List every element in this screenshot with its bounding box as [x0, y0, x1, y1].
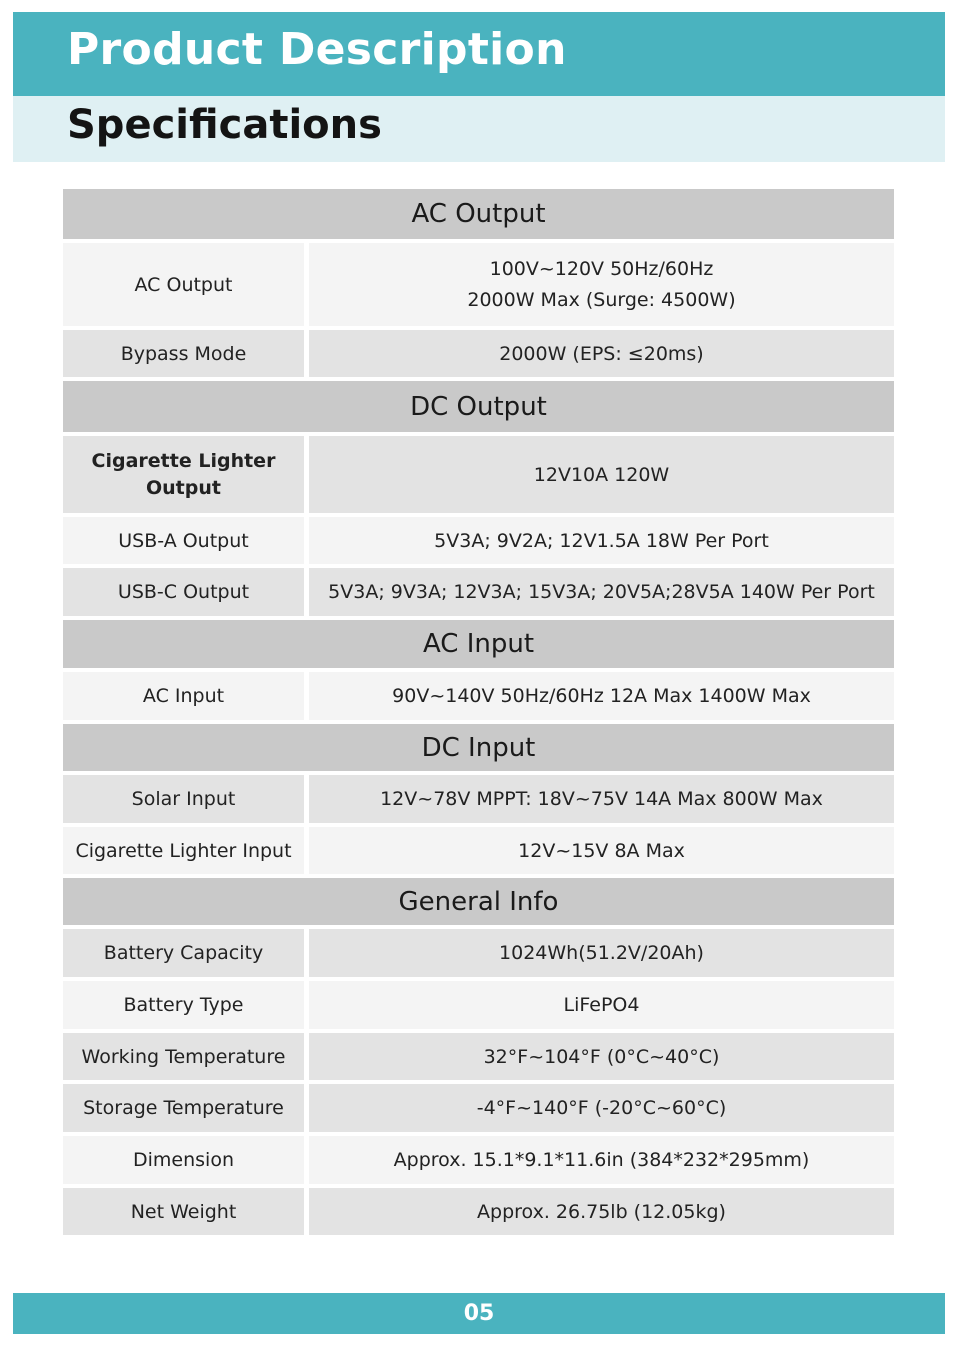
header-band [13, 12, 945, 96]
table-row [63, 1188, 894, 1235]
table-row [63, 330, 894, 377]
spec-value: 1024Wh(51.2V/20Ah) [309, 929, 894, 977]
spec-label [63, 436, 304, 513]
page-number: 05 [463, 1301, 495, 1326]
spec-label: Storage Temperature [63, 1084, 304, 1132]
spec-label: AC Output [63, 243, 304, 326]
footer-band [13, 1293, 945, 1334]
spec-label-line: Output [146, 476, 221, 499]
spec-label: Bypass Mode [63, 330, 304, 377]
table-row [63, 981, 894, 1029]
spec-value: 5V3A; 9V3A; 12V3A; 15V3A; 20V5A;28V5A 140W Per Port [309, 568, 894, 616]
table-row [63, 1033, 894, 1080]
spec-label: Cigarette Lighter Input [63, 827, 304, 874]
spec-value: 12V~15V 8A Max [309, 827, 894, 874]
spec-value: 90V~140V 50Hz/60Hz 12A Max 1400W Max [309, 672, 894, 720]
spec-label: Battery Capacity [63, 929, 304, 977]
spec-table [63, 189, 894, 1235]
table-row [63, 672, 894, 720]
spec-value: 32°F~104°F (0°C~40°C) [309, 1033, 894, 1080]
table-row [63, 1136, 894, 1184]
spec-value-line: 100V~120V 50Hz/60Hz [489, 257, 714, 280]
section-header-general-info: General Info [63, 878, 894, 925]
spec-label: Solar Input [63, 775, 304, 823]
spec-label-line: Cigarette Lighter [91, 449, 276, 472]
subheader-band [13, 96, 945, 162]
spec-value: 2000W (EPS: ≤20ms) [309, 330, 894, 377]
section-header-ac-input: AC Input [63, 620, 894, 668]
table-row [63, 929, 894, 977]
spec-value: Approx. 15.1*9.1*11.6in (384*232*295mm) [309, 1136, 894, 1184]
spec-label: Working Temperature [63, 1033, 304, 1080]
spec-value: 12V10A 120W [309, 436, 894, 513]
spec-value: 5V3A; 9V2A; 12V1.5A 18W Per Port [309, 517, 894, 564]
spec-label: USB-C Output [63, 568, 304, 616]
spec-label: Battery Type [63, 981, 304, 1029]
spec-value [309, 243, 894, 326]
table-row [63, 568, 894, 616]
spec-value: LiFePO4 [309, 981, 894, 1029]
spec-label: USB-A Output [63, 517, 304, 564]
spec-value-line: 2000W Max (Surge: 4500W) [467, 288, 736, 311]
page-title: Product Description [67, 24, 567, 75]
section-title: Specifications [67, 102, 382, 148]
table-row [63, 827, 894, 874]
table-row [63, 517, 894, 564]
spec-label: AC Input [63, 672, 304, 720]
table-row [63, 775, 894, 823]
table-row [63, 243, 894, 326]
section-header-ac-output: AC Output [63, 189, 894, 239]
spec-label: Dimension [63, 1136, 304, 1184]
section-header-dc-input: DC Input [63, 724, 894, 771]
table-row [63, 1084, 894, 1132]
spec-value: Approx. 26.75lb (12.05kg) [309, 1188, 894, 1235]
spec-value: -4°F~140°F (-20°C~60°C) [309, 1084, 894, 1132]
spec-value: 12V~78V MPPT: 18V~75V 14A Max 800W Max [309, 775, 894, 823]
section-header-dc-output: DC Output [63, 381, 894, 432]
spec-label: Net Weight [63, 1188, 304, 1235]
table-row [63, 436, 894, 513]
